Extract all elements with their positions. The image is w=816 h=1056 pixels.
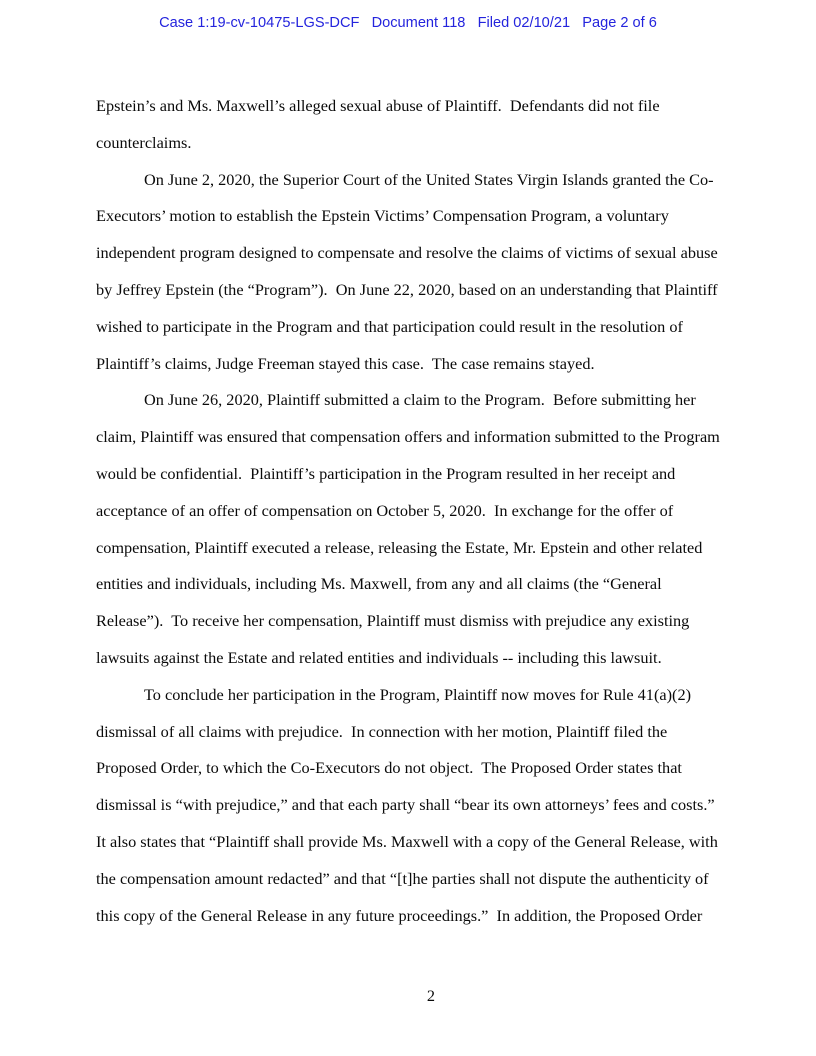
page-number: 2 <box>426 986 436 1005</box>
text-line: dismissal is “with prejudice,” and that each party shall “bear its own attorneys’ fees and costs.” <box>96 795 715 815</box>
text-line: acceptance of an offer of compensation on October 5, 2020. In exchange for the offer of <box>96 500 674 520</box>
text-line: this copy of the General Release in any future proceedings.” In addition, the Proposed Order <box>96 905 703 925</box>
text-line: by Jeffrey Epstein (the “Program”). On June 22, 2020, based on an understanding that Plaintiff <box>96 279 718 299</box>
text-line: It also states that “Plaintiff shall provide Ms. Maxwell with a copy of the General Release, with <box>96 831 718 851</box>
text-line: Proposed Order, to which the Co-Executors do not object. The Proposed Order states that <box>96 758 682 778</box>
text-line: entities and individuals, including Ms. Maxwell, from any and all claims (the “General <box>96 574 662 594</box>
document-body <box>96 88 721 934</box>
text-line: compensation, Plaintiff executed a release, releasing the Estate, Mr. Epstein and other related <box>96 537 703 557</box>
text-line: the compensation amount redacted” and that “[t]he parties shall not dispute the authenticity of <box>96 868 709 888</box>
text-line: independent program designed to compensate and resolve the claims of victims of sexual abuse <box>96 243 718 263</box>
text-line: Plaintiff’s claims, Judge Freeman stayed this case. The case remains stayed. <box>96 353 595 373</box>
text-line: To conclude her participation in the Program, Plaintiff now moves for Rule 41(a)(2) <box>144 684 692 704</box>
text-line: On June 26, 2020, Plaintiff submitted a claim to the Program. Before submitting her <box>144 390 696 410</box>
text-line: claim, Plaintiff was ensured that compensation offers and information submitted to the Program <box>96 427 720 447</box>
text-line: wished to participate in the Program and that participation could result in the resolution of <box>96 316 683 336</box>
text-line: dismissal of all claims with prejudice. In connection with her motion, Plaintiff filed the <box>96 721 668 741</box>
case-stamp-header: Case 1:19-cv-10475-LGS-DCF Document 118 Filed 02/10/21 Page 2 of 6 <box>159 15 657 31</box>
text-line: counterclaims. <box>96 132 192 152</box>
text-line: would be confidential. Plaintiff’s participation in the Program resulted in her receipt and <box>96 463 676 483</box>
text-line: Executors’ motion to establish the Epstein Victims’ Compensation Program, a voluntary <box>96 206 669 226</box>
text-line: Epstein’s and Ms. Maxwell’s alleged sexual abuse of Plaintiff. Defendants did not file <box>96 96 660 115</box>
text-line: Release”). To receive her compensation, Plaintiff must dismiss with prejudice any existing <box>96 611 690 631</box>
text-line: lawsuits against the Estate and related entities and individuals -- including this lawsuit. <box>96 647 662 667</box>
text-line: On June 2, 2020, the Superior Court of the United States Virgin Islands granted the Co- <box>144 169 714 189</box>
